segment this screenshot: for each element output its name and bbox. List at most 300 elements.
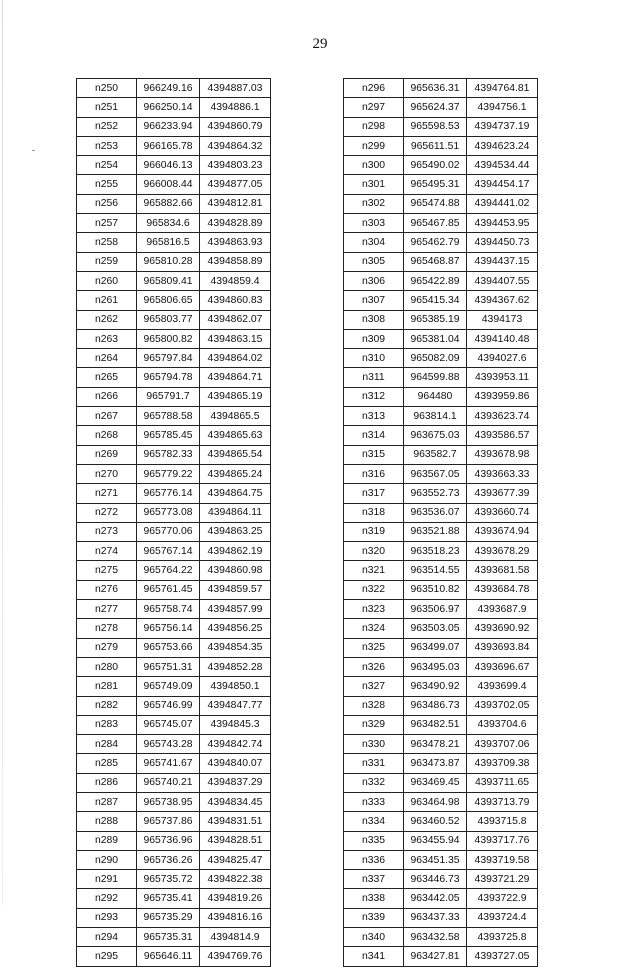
y-coordinate-cell: 4394864.02 (200, 349, 271, 368)
y-coordinate-cell: 4394864.71 (200, 368, 271, 387)
point-id-cell: n253 (77, 136, 137, 155)
y-coordinate-cell: 4393721.29 (467, 870, 538, 889)
y-coordinate-cell: 4394865.63 (200, 426, 271, 445)
table-row (77, 638, 271, 657)
y-coordinate-cell: 4394840.07 (200, 754, 271, 773)
y-coordinate-cell: 4394819.26 (200, 889, 271, 908)
y-coordinate-cell: 4393719.58 (467, 850, 538, 869)
table-row (77, 175, 271, 194)
point-id-cell: n272 (77, 503, 137, 522)
x-coordinate-cell: 965834.6 (137, 214, 200, 233)
x-coordinate-cell: 963582.7 (404, 445, 467, 464)
table-row (77, 117, 271, 136)
x-coordinate-cell: 963451.35 (404, 850, 467, 869)
table-row (344, 696, 538, 715)
table-row (344, 889, 538, 908)
y-coordinate-cell: 4393702.05 (467, 696, 538, 715)
table-row (344, 831, 538, 850)
x-coordinate-cell: 963486.73 (404, 696, 467, 715)
y-coordinate-cell: 4393623.74 (467, 407, 538, 426)
x-coordinate-cell: 965753.66 (137, 638, 200, 657)
table-row (344, 947, 538, 966)
y-coordinate-cell: 4394856.25 (200, 619, 271, 638)
table-row (344, 310, 538, 329)
y-coordinate-cell: 4393707.06 (467, 735, 538, 754)
y-coordinate-cell: 4394450.73 (467, 233, 538, 252)
table-row (77, 464, 271, 483)
x-coordinate-cell: 963510.82 (404, 580, 467, 599)
x-coordinate-cell: 963464.98 (404, 792, 467, 811)
y-coordinate-cell: 4394453.95 (467, 214, 538, 233)
table-row (344, 214, 538, 233)
table-row (77, 329, 271, 348)
point-id-cell: n323 (344, 600, 404, 619)
y-coordinate-cell: 4394367.62 (467, 291, 538, 310)
point-id-cell: n291 (77, 870, 137, 889)
point-id-cell: n289 (77, 831, 137, 850)
table-row (77, 580, 271, 599)
table-row (77, 484, 271, 503)
table-row (77, 426, 271, 445)
y-coordinate-cell: 4394825.47 (200, 850, 271, 869)
y-coordinate-cell: 4394812.81 (200, 194, 271, 213)
x-coordinate-cell: 963552.73 (404, 484, 467, 503)
point-id-cell: n299 (344, 136, 404, 155)
y-coordinate-cell: 4394862.07 (200, 310, 271, 329)
y-coordinate-cell: 4394834.45 (200, 792, 271, 811)
table-row (77, 310, 271, 329)
y-coordinate-cell: 4394407.55 (467, 271, 538, 290)
x-coordinate-cell: 963442.05 (404, 889, 467, 908)
table-row (344, 792, 538, 811)
point-id-cell: n257 (77, 214, 137, 233)
table-row (77, 522, 271, 541)
x-coordinate-cell: 965797.84 (137, 349, 200, 368)
point-id-cell: n298 (344, 117, 404, 136)
x-coordinate-cell: 965422.89 (404, 271, 467, 290)
y-coordinate-cell: 4393953.11 (467, 368, 538, 387)
table-row (77, 735, 271, 754)
point-id-cell: n281 (77, 677, 137, 696)
point-id-cell: n334 (344, 812, 404, 831)
point-id-cell: n303 (344, 214, 404, 233)
y-coordinate-cell: 4393725.8 (467, 928, 538, 947)
x-coordinate-cell: 965749.09 (137, 677, 200, 696)
point-id-cell: n274 (77, 542, 137, 561)
table-row (77, 98, 271, 117)
x-coordinate-cell: 965735.31 (137, 928, 200, 947)
table-row (344, 619, 538, 638)
table-row (344, 638, 538, 657)
x-coordinate-cell: 963432.58 (404, 928, 467, 947)
point-id-cell: n266 (77, 387, 137, 406)
point-id-cell: n290 (77, 850, 137, 869)
point-id-cell: n331 (344, 754, 404, 773)
x-coordinate-cell: 963567.05 (404, 464, 467, 483)
table-row (344, 503, 538, 522)
x-coordinate-cell: 966046.13 (137, 156, 200, 175)
point-id-cell: n328 (344, 696, 404, 715)
x-coordinate-cell: 966249.16 (137, 79, 200, 98)
table-row (344, 715, 538, 734)
table-row (77, 368, 271, 387)
point-id-cell: n333 (344, 792, 404, 811)
x-coordinate-cell: 965735.41 (137, 889, 200, 908)
table-row (344, 600, 538, 619)
point-id-cell: n282 (77, 696, 137, 715)
point-id-cell: n339 (344, 908, 404, 927)
point-id-cell: n297 (344, 98, 404, 117)
y-coordinate-cell: 4394859.4 (200, 271, 271, 290)
y-coordinate-cell: 4394863.93 (200, 233, 271, 252)
x-coordinate-cell: 965415.34 (404, 291, 467, 310)
y-coordinate-cell: 4394756.1 (467, 98, 538, 117)
x-coordinate-cell: 965770.06 (137, 522, 200, 541)
table-row (77, 387, 271, 406)
x-coordinate-cell: 965381.04 (404, 329, 467, 348)
y-coordinate-cell: 4393724.4 (467, 908, 538, 927)
table-row (344, 522, 538, 541)
point-id-cell: n280 (77, 657, 137, 676)
y-coordinate-cell: 4394027.6 (467, 349, 538, 368)
point-id-cell: n275 (77, 561, 137, 580)
x-coordinate-cell: 965736.26 (137, 850, 200, 869)
table-row (344, 735, 538, 754)
y-coordinate-cell: 4394886.1 (200, 98, 271, 117)
x-coordinate-cell: 965468.87 (404, 252, 467, 271)
point-id-cell: n327 (344, 677, 404, 696)
coordinates-table-right (343, 78, 538, 967)
x-coordinate-cell: 963427.81 (404, 947, 467, 966)
y-coordinate-cell: 4394173 (467, 310, 538, 329)
y-coordinate-cell: 4393678.98 (467, 445, 538, 464)
y-coordinate-cell: 4394860.79 (200, 117, 271, 136)
x-coordinate-cell: 963455.94 (404, 831, 467, 850)
table-row (77, 271, 271, 290)
table-row (77, 850, 271, 869)
x-coordinate-cell: 965882.66 (137, 194, 200, 213)
x-coordinate-cell: 965776.14 (137, 484, 200, 503)
x-coordinate-cell: 965800.82 (137, 329, 200, 348)
x-coordinate-cell: 965462.79 (404, 233, 467, 252)
y-coordinate-cell: 4394862.19 (200, 542, 271, 561)
y-coordinate-cell: 4394852.28 (200, 657, 271, 676)
x-coordinate-cell: 963478.21 (404, 735, 467, 754)
table-row (344, 291, 538, 310)
point-id-cell: n305 (344, 252, 404, 271)
x-coordinate-cell: 966250.14 (137, 98, 200, 117)
table-row (77, 812, 271, 831)
point-id-cell: n278 (77, 619, 137, 638)
table-row (344, 194, 538, 213)
x-coordinate-cell: 965756.14 (137, 619, 200, 638)
x-coordinate-cell: 965743.28 (137, 735, 200, 754)
y-coordinate-cell: 4393722.9 (467, 889, 538, 908)
point-id-cell: n267 (77, 407, 137, 426)
y-coordinate-cell: 4393704.6 (467, 715, 538, 734)
y-coordinate-cell: 4394764.81 (467, 79, 538, 98)
point-id-cell: n292 (77, 889, 137, 908)
y-coordinate-cell: 4394828.89 (200, 214, 271, 233)
y-coordinate-cell: 4394803.23 (200, 156, 271, 175)
y-coordinate-cell: 4394847.77 (200, 696, 271, 715)
x-coordinate-cell: 963469.45 (404, 773, 467, 792)
point-id-cell: n321 (344, 561, 404, 580)
x-coordinate-cell: 966008.44 (137, 175, 200, 194)
y-coordinate-cell: 4394865.19 (200, 387, 271, 406)
table-row (344, 233, 538, 252)
point-id-cell: n336 (344, 850, 404, 869)
y-coordinate-cell: 4394864.32 (200, 136, 271, 155)
point-id-cell: n315 (344, 445, 404, 464)
table-row (344, 252, 538, 271)
table-row (344, 908, 538, 927)
x-coordinate-cell: 965735.29 (137, 908, 200, 927)
y-coordinate-cell: 4393715.8 (467, 812, 538, 831)
y-coordinate-cell: 4394850.1 (200, 677, 271, 696)
table-row (344, 812, 538, 831)
table-row (77, 349, 271, 368)
table-row (77, 79, 271, 98)
y-coordinate-cell: 4393684.78 (467, 580, 538, 599)
y-coordinate-cell: 4394864.75 (200, 484, 271, 503)
point-id-cell: n338 (344, 889, 404, 908)
point-id-cell: n269 (77, 445, 137, 464)
x-coordinate-cell: 965816.5 (137, 233, 200, 252)
y-coordinate-cell: 4394865.5 (200, 407, 271, 426)
x-coordinate-cell: 965761.45 (137, 580, 200, 599)
x-coordinate-cell: 965809.41 (137, 271, 200, 290)
x-coordinate-cell: 963521.88 (404, 522, 467, 541)
y-coordinate-cell: 4394877.05 (200, 175, 271, 194)
x-coordinate-cell: 965736.96 (137, 831, 200, 850)
point-id-cell: n260 (77, 271, 137, 290)
table-row (344, 79, 538, 98)
x-coordinate-cell: 965740.21 (137, 773, 200, 792)
y-coordinate-cell: 4393693.84 (467, 638, 538, 657)
x-coordinate-cell: 965745.07 (137, 715, 200, 734)
y-coordinate-cell: 4393681.58 (467, 561, 538, 580)
x-coordinate-cell: 966165.78 (137, 136, 200, 155)
point-id-cell: n335 (344, 831, 404, 850)
point-id-cell: n254 (77, 156, 137, 175)
x-coordinate-cell: 963536.07 (404, 503, 467, 522)
x-coordinate-cell: 965764.22 (137, 561, 200, 580)
table-row (344, 870, 538, 889)
x-coordinate-cell: 965737.86 (137, 812, 200, 831)
x-coordinate-cell: 965741.67 (137, 754, 200, 773)
y-coordinate-cell: 4394860.98 (200, 561, 271, 580)
x-coordinate-cell: 963506.97 (404, 600, 467, 619)
y-coordinate-cell: 4394865.54 (200, 445, 271, 464)
point-id-cell: n341 (344, 947, 404, 966)
point-id-cell: n301 (344, 175, 404, 194)
x-coordinate-cell: 965782.33 (137, 445, 200, 464)
x-coordinate-cell: 965490.02 (404, 156, 467, 175)
table-row (344, 677, 538, 696)
table-row (344, 407, 538, 426)
point-id-cell: n261 (77, 291, 137, 310)
point-id-cell: n340 (344, 928, 404, 947)
point-id-cell: n302 (344, 194, 404, 213)
table-row (77, 831, 271, 850)
table-row (77, 792, 271, 811)
y-coordinate-cell: 4393678.29 (467, 542, 538, 561)
y-coordinate-cell: 4394864.11 (200, 503, 271, 522)
table-row (77, 214, 271, 233)
y-coordinate-cell: 4393586.57 (467, 426, 538, 445)
x-coordinate-cell: 965794.78 (137, 368, 200, 387)
y-coordinate-cell: 4394831.51 (200, 812, 271, 831)
x-coordinate-cell: 963437.33 (404, 908, 467, 927)
table-row (344, 271, 538, 290)
table-row (344, 657, 538, 676)
y-coordinate-cell: 4394860.83 (200, 291, 271, 310)
point-id-cell: n313 (344, 407, 404, 426)
y-coordinate-cell: 4394816.16 (200, 908, 271, 927)
x-coordinate-cell: 965746.99 (137, 696, 200, 715)
point-id-cell: n279 (77, 638, 137, 657)
y-coordinate-cell: 4394865.24 (200, 464, 271, 483)
point-id-cell: n283 (77, 715, 137, 734)
x-coordinate-cell: 966233.94 (137, 117, 200, 136)
x-coordinate-cell: 963446.73 (404, 870, 467, 889)
y-coordinate-cell: 4394769.76 (200, 947, 271, 966)
x-coordinate-cell: 963518.23 (404, 542, 467, 561)
table-row (77, 156, 271, 175)
x-coordinate-cell: 965788.58 (137, 407, 200, 426)
x-coordinate-cell: 965738.95 (137, 792, 200, 811)
y-coordinate-cell: 4394534.44 (467, 156, 538, 175)
point-id-cell: n329 (344, 715, 404, 734)
point-id-cell: n330 (344, 735, 404, 754)
point-id-cell: n337 (344, 870, 404, 889)
x-coordinate-cell: 965467.85 (404, 214, 467, 233)
point-id-cell: n270 (77, 464, 137, 483)
y-coordinate-cell: 4393713.79 (467, 792, 538, 811)
x-coordinate-cell: 963675.03 (404, 426, 467, 445)
x-coordinate-cell: 965779.22 (137, 464, 200, 483)
point-id-cell: n325 (344, 638, 404, 657)
y-coordinate-cell: 4394858.89 (200, 252, 271, 271)
table-row (77, 657, 271, 676)
table-row (344, 156, 538, 175)
y-coordinate-cell: 4394854.35 (200, 638, 271, 657)
table-row (77, 233, 271, 252)
x-coordinate-cell: 965803.77 (137, 310, 200, 329)
point-id-cell: n308 (344, 310, 404, 329)
point-id-cell: n320 (344, 542, 404, 561)
point-id-cell: n309 (344, 329, 404, 348)
y-coordinate-cell: 4393699.4 (467, 677, 538, 696)
table-row (77, 715, 271, 734)
point-id-cell: n288 (77, 812, 137, 831)
y-coordinate-cell: 4394140.48 (467, 329, 538, 348)
x-coordinate-cell: 965810.28 (137, 252, 200, 271)
y-coordinate-cell: 4393727.05 (467, 947, 538, 966)
table-row (344, 542, 538, 561)
y-coordinate-cell: 4393711.65 (467, 773, 538, 792)
table-row (77, 947, 271, 966)
table-row (77, 619, 271, 638)
point-id-cell: n259 (77, 252, 137, 271)
x-coordinate-cell: 963495.03 (404, 657, 467, 676)
y-coordinate-cell: 4393696.67 (467, 657, 538, 676)
x-coordinate-cell: 963460.52 (404, 812, 467, 831)
point-id-cell: n316 (344, 464, 404, 483)
point-id-cell: n319 (344, 522, 404, 541)
table-row (77, 407, 271, 426)
point-id-cell: n310 (344, 349, 404, 368)
y-coordinate-cell: 4394863.25 (200, 522, 271, 541)
table-row (344, 928, 538, 947)
x-coordinate-cell: 965791.7 (137, 387, 200, 406)
y-coordinate-cell: 4394842.74 (200, 735, 271, 754)
x-coordinate-cell: 965751.31 (137, 657, 200, 676)
point-id-cell: n250 (77, 79, 137, 98)
point-id-cell: n296 (344, 79, 404, 98)
point-id-cell: n262 (77, 310, 137, 329)
point-id-cell: n264 (77, 349, 137, 368)
x-coordinate-cell: 964599.88 (404, 368, 467, 387)
point-id-cell: n322 (344, 580, 404, 599)
table-row (77, 754, 271, 773)
table-row (77, 928, 271, 947)
point-id-cell: n265 (77, 368, 137, 387)
x-coordinate-cell: 965773.08 (137, 503, 200, 522)
table-row (77, 908, 271, 927)
x-coordinate-cell: 965385.19 (404, 310, 467, 329)
table-row (344, 426, 538, 445)
x-coordinate-cell: 963473.87 (404, 754, 467, 773)
x-coordinate-cell: 965767.14 (137, 542, 200, 561)
table-row (77, 252, 271, 271)
table-row (77, 696, 271, 715)
point-id-cell: n284 (77, 735, 137, 754)
y-coordinate-cell: 4394887.03 (200, 79, 271, 98)
x-coordinate-cell: 965624.37 (404, 98, 467, 117)
y-coordinate-cell: 4393677.39 (467, 484, 538, 503)
point-id-cell: n271 (77, 484, 137, 503)
y-coordinate-cell: 4393663.33 (467, 464, 538, 483)
point-id-cell: n273 (77, 522, 137, 541)
table-row (77, 503, 271, 522)
coordinates-table-left (76, 78, 271, 967)
x-coordinate-cell: 963490.92 (404, 677, 467, 696)
point-id-cell: n252 (77, 117, 137, 136)
table-row (344, 754, 538, 773)
x-coordinate-cell: 965082.09 (404, 349, 467, 368)
y-coordinate-cell: 4394441.02 (467, 194, 538, 213)
point-id-cell: n277 (77, 600, 137, 619)
x-coordinate-cell: 965785.45 (137, 426, 200, 445)
y-coordinate-cell: 4394857.99 (200, 600, 271, 619)
x-coordinate-cell: 965611.51 (404, 136, 467, 155)
table-row (344, 445, 538, 464)
table-row (77, 291, 271, 310)
point-id-cell: n251 (77, 98, 137, 117)
point-id-cell: n307 (344, 291, 404, 310)
y-coordinate-cell: 4394454.17 (467, 175, 538, 194)
table-row (344, 561, 538, 580)
point-id-cell: n286 (77, 773, 137, 792)
table-row (77, 561, 271, 580)
table-row (344, 850, 538, 869)
y-coordinate-cell: 4394814.9 (200, 928, 271, 947)
table-row (344, 349, 538, 368)
table-row (77, 870, 271, 889)
point-id-cell: n304 (344, 233, 404, 252)
